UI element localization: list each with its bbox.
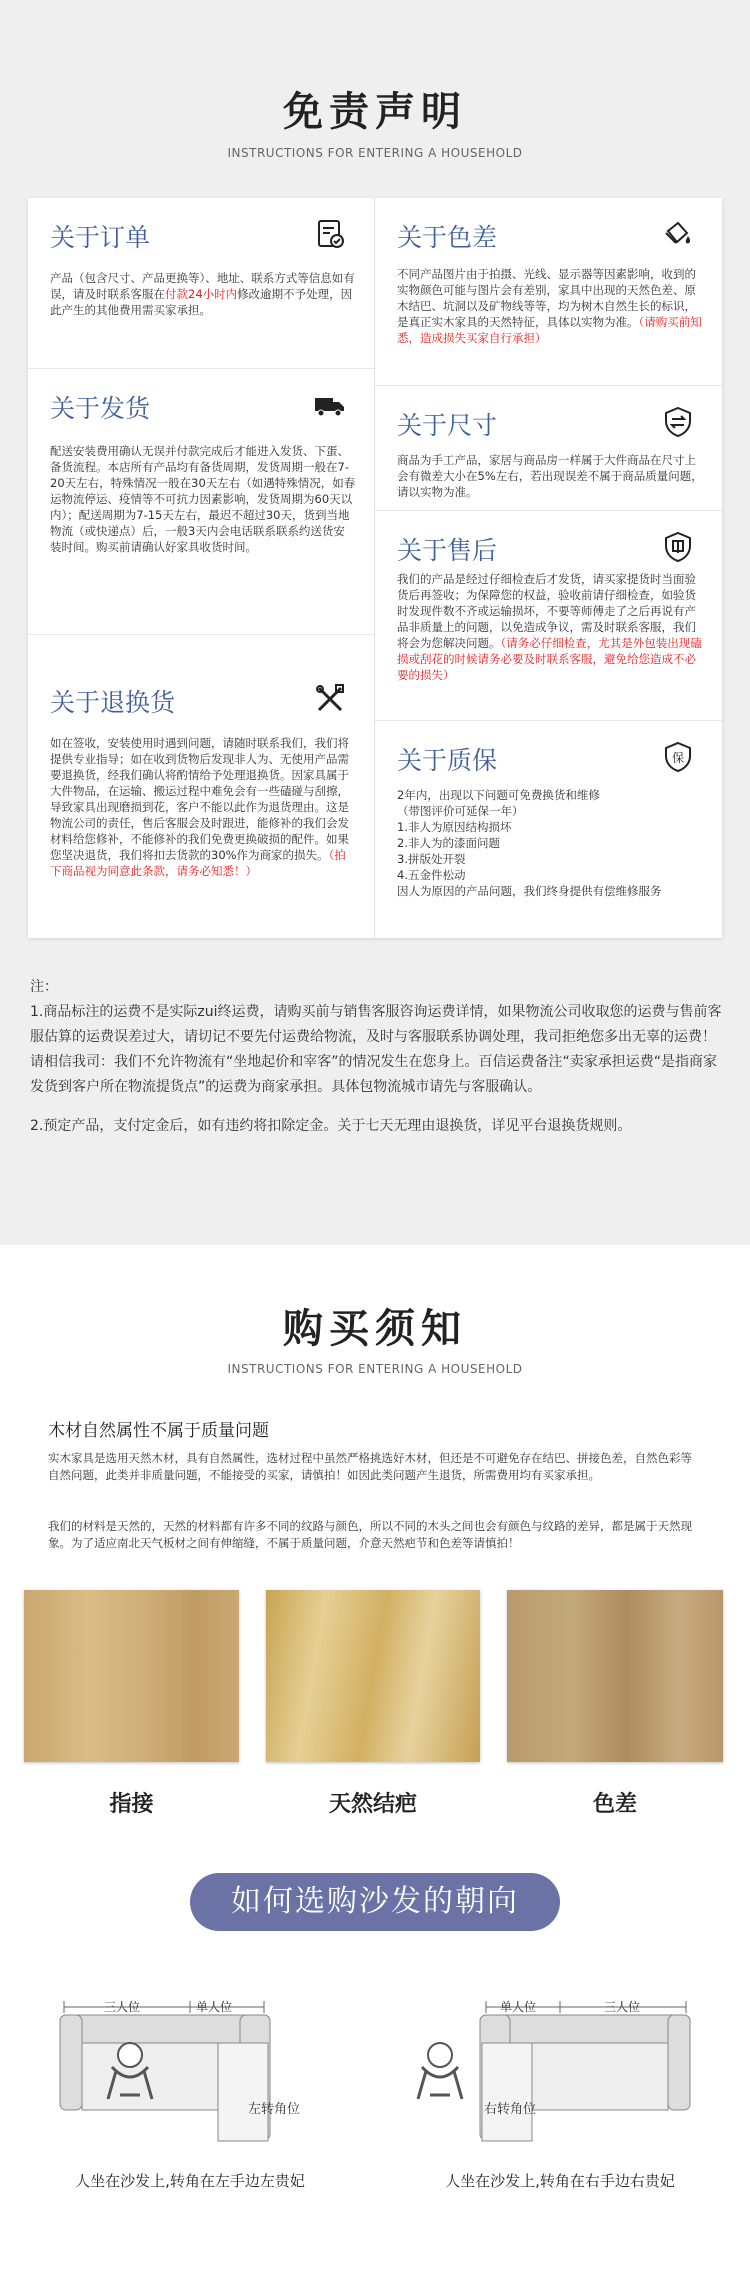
quality-body: 2年内，出现以下问题可免费换货和维修 （带图评价可延保一年） 1.非人为原因结构损坏 2.非人为的漆面问题 3.拼版处开裂 4.五金件松动 因人为原因的产品问题，我们终身提供有偿维修服务 [397,788,662,898]
shield-arrows-icon [662,406,694,438]
disclaimer-title: 免责声明 [283,89,467,135]
right-caption: 人坐在沙发上,转角在右手边右贵妃 [445,2172,675,2190]
caption-finger-joint: 指接 [109,1792,154,1817]
order-document-icon [314,218,346,250]
right-seat3-label: 三人位 [604,2000,641,2014]
caption-knot: 天然结疤 [328,1792,417,1817]
quality-title: 关于质保 [397,746,498,775]
cell-quality [375,721,722,938]
disclaimer-subtitle: INSTRUCTIONS FOR ENTERING A HOUSEHOLD [227,146,523,160]
sofa-left-diagram [50,1995,340,2145]
size-title: 关于尺寸 [397,411,498,440]
warranty-shield-icon [662,741,694,773]
left-seat3-label: 三人位 [104,2000,141,2014]
notes [30,975,725,1139]
shipping-title: 关于发货 [50,394,151,423]
order-body: 产品（包含尺寸、产品更换等）、地址、联系方式等信息如有误，请及时联系客服在付款24小时内修改逾期不予处理，因此产生的其他费用需买家承担。 [50,271,355,317]
cell-color [375,198,722,385]
left-seat1-label: 单人位 [196,2000,233,2014]
wood-image-knot [266,1590,480,1762]
caption-color-diff: 色差 [592,1792,637,1817]
color-title: 关于色差 [397,223,498,252]
left-caption: 人坐在沙发上,转角在左手边左贵妃 [75,2172,305,2190]
shipping-body: 配送安装费用确认无误并付款完成后才能进入发货、下蛋、备货流程。本店所有产品均有备货周期，发货周期一般在7-20天左右，特殊情况一般在30天左右（如遇特殊情况，如春运物流停运、疫情等不可抗力因素影响，发货周期为60天以内）；配送周期为7-15天左右，最迟不超过30天，货到当地物流（或快递点）后，一般3天内会电话联系联系约送货安装时间。购买前请确认好家具收货时间。 [50,444,356,554]
tools-icon [314,683,346,715]
color-body: 不同产品图片由于拍摄、光线、显示器等因素影响，收到的实物颜色可能与图片会有差别，家具中出现的天然色差、原木结巴、坑洞以及矿物线等等，均为树木自然生长的标识，是真正实木家具的天然特征，具体以实物为准。（请购买前知悉，造成损失买家自行承担） [397,267,702,345]
cell-size [375,386,722,510]
wood-image-finger-joint [24,1590,239,1762]
wood-heading: 木材自然属性不属于质量问题 [48,1421,269,1441]
note-1: 1.商品标注的运费不是实际zui终运费，请购买前与销售客服咨询运费详情，如果物流公司收取您的运费与售前客服估算的运费误差过大，请切记不要先付运费给物流，及时与客服联系协调处理，我司拒绝您多出无辜的运费！请相信我司：我们不允许物流有“坐地起价和宰客”的情况发生在您身上。百信运费备注“卖家承担运费“是指商家发货到客户所在物流提货点”的运费为商家承担。具体包物流城市请先与客服确认。 [30,1004,722,1095]
return-title: 关于退换货 [50,688,176,717]
aftersale-shield-icon [662,531,694,563]
note-2: 2.预定产品，支付定金后，如有违约将扣除定金。关于七天无理由退换货，详见平台退换货规则。 [30,1118,632,1134]
purchase-subtitle: INSTRUCTIONS FOR ENTERING A HOUSEHOLD [227,1362,523,1376]
wood-para-1: 实木家具是选用天然木材，具有自然属性，选材过程中虽然严格挑选好木材，但还是不可避免存在结巴、拼接色差，自然色彩等自然问题，此类并非质量问题，不能接受的买家，请慎拍！如因此类问题产生退货，所需费用均有买家承担。 [48,1451,692,1482]
svg-text:保: 保 [671,751,685,765]
right-seat1-label: 单人位 [500,2000,537,2014]
aftersale-title: 关于售后 [397,536,498,565]
paint-bucket-icon [662,218,694,250]
truck-icon [314,389,346,421]
cell-return [28,635,374,938]
left-corner-label: 左转角位 [248,2102,301,2117]
wood-image-color-diff [507,1590,723,1762]
notes-head: 注： [30,979,58,995]
size-body: 商品为手工产品，家居与商品房一样属于大件商品在尺寸上会有微差大小在5%左右，若出现误差不属于商品质量问题，请以实物为准。 [397,453,703,499]
cell-shipping [28,369,374,634]
aftersale-body: 我们的产品是经过仔细检查后才发货，请买家提货时当面验货后再签收；为保障您的权益，验收前请仔细检查，如验货时发现件数不齐或运输损坏，不要等师傅走了之后再说有产品非质量上的问题，以免造成争议，需及时联系客服，我们将会为您解决问题。（请务必仔细检查，尤其是外包装出现磕损或刮花的时候请务必要及时联系客服，避免给您造成不必要的损失） [397,572,702,682]
right-corner-label: 右转角位 [484,2102,537,2117]
sofa-banner: 如何选购沙发的朝向 [190,1873,560,1931]
sofa-right-diagram [410,1995,700,2145]
cell-order [28,198,374,368]
return-body: 如在签收，安装使用时遇到问题，请随时联系我们，我们将提供专业指导；如在收到货物后发现非人为、无使用产品需要退换货，经我们确认将酌情给予处理退换货。因家具属于大件物品，在运输、搬运过程中难免会有一些磕碰与刮擦，导致家具出现磨损到花，客户不能以此作为退货理由。这是物流公司的责任，售后客服会及时跟进，能修补的我们会发材料给您修补，不能修补的我们免费更换破损的配件。如果您坚决退货，我们将扣去货款的30%作为商家的损失。（拍下商品视为同意此条款，请务必知悉！） [50,736,349,878]
purchase-title: 购买须知 [283,1306,467,1352]
cell-aftersale [375,511,722,720]
wood-para-2: 我们的材料是天然的，天然的材料都有许多不同的纹路与颜色，所以不同的木头之间也会有颜色与纹路的差异，都是属于天然现象。为了适应南北天气板材之间有伸缩缝，不属于质量问题，介意天然疤节和色差等请慎拍！ [48,1519,692,1550]
order-title: 关于订单 [50,223,151,252]
